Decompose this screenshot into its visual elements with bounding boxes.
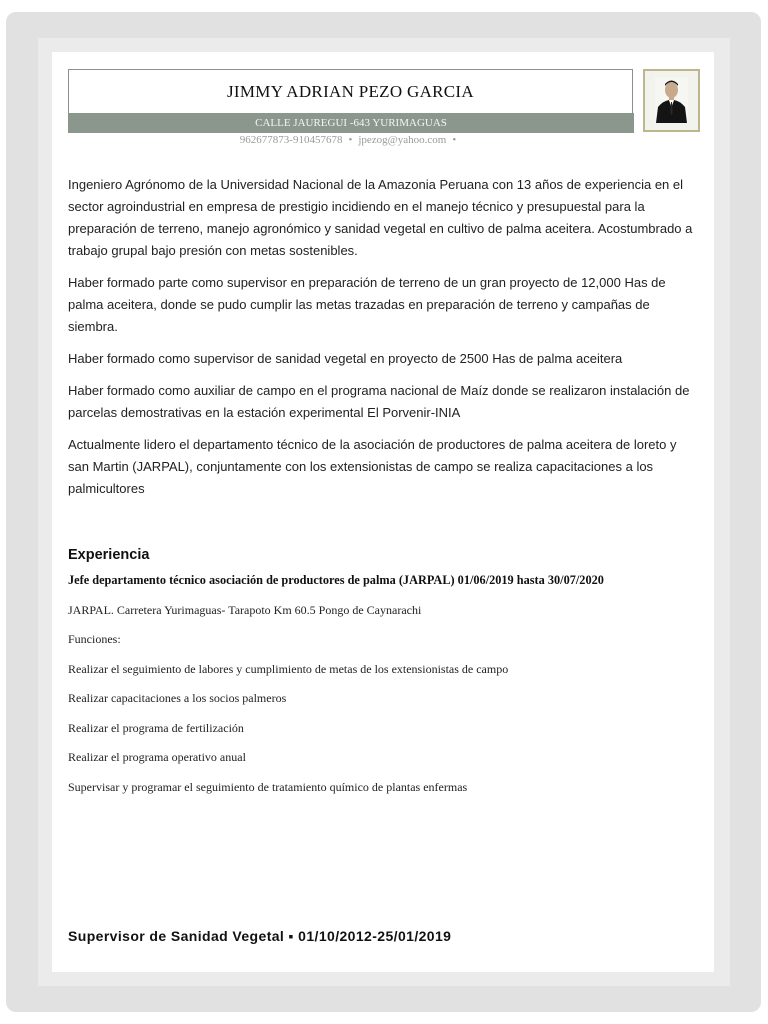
contact-separator: •: [452, 134, 457, 146]
candidate-name: JIMMY ADRIAN PEZO GARCIA: [227, 82, 474, 101]
function-item: Realizar el programa operativo anual: [68, 750, 246, 764]
phone-numbers: 962677873-910457678: [239, 134, 343, 146]
function-item: Realizar el seguimiento de labores y cumplimiento de metas de los extensionistas de campo: [68, 662, 509, 676]
profile-photo: [643, 69, 700, 132]
summary-paragraph: Actualmente lidero el departamento técnico de la asociación de productores de palma aceitera de loreto y san Martin (JARPAL), conjuntamente con los extensionistas de campo se realiza capacitaciones a los palmicultores: [68, 437, 677, 496]
summary-paragraph: Ingeniero Agrónomo de la Universidad Nacional de la Amazonia Peruana con 13 años de experiencia en el sector agroindustrial en empresa de prestigio incidiendo en el manejo técnico y presupuestal para la preparación de terreno, manejo agronómico y sanidad vegetal en cultivo de palma aceitera. Acostumbrado a trabajo grupal bajo presión con metas sostenibles.: [68, 177, 693, 258]
function-item: Realizar capacitaciones a los socios palmeros: [68, 691, 287, 705]
summary-paragraph: Haber formado como auxiliar de campo en el programa nacional de Maíz donde se realizaron instalación de parcelas demostrativas en la estación experimental El Porvenir-INIA: [68, 383, 690, 420]
email-address: jpezog@yahoo.com: [358, 134, 447, 146]
job-title: Jefe departamento técnico asociación de productores de palma (JARPAL) 01/06/2019 hasta 30/07/2020: [68, 573, 604, 587]
name-header-box: [68, 69, 633, 113]
address-bar: CALLE JAUREGUI -643 YURIMAGUAS: [68, 113, 634, 133]
contact-line: [68, 134, 634, 146]
function-item: Supervisar y programar el seguimiento de tratamiento químico de plantas enfermas: [68, 780, 468, 794]
summary-paragraph: Haber formado como supervisor de sanidad vegetal en proyecto de 2500 Has de palma aceitera: [68, 351, 623, 366]
person-photo-icon: [655, 77, 688, 123]
job-title: Supervisor de Sanidad Vegetal ▪ 01/10/2012-25/01/2019: [68, 928, 452, 944]
experience-heading: Experiencia: [68, 547, 150, 563]
professional-summary: [68, 174, 700, 510]
contact-separator: •: [348, 134, 353, 146]
job-location: JARPAL. Carretera Yurimaguas- Tarapoto Km 60.5 Pongo de Caynarachi: [68, 603, 422, 617]
function-item: Realizar el programa de fertilización: [68, 721, 244, 735]
functions-label: Funciones:: [68, 632, 121, 646]
summary-paragraph: Haber formado parte como supervisor en preparación de terreno de un gran proyecto de 12,000 Has de palma aceitera, donde se pudo cumplir las metas trazadas en preparación de terreno y campañas de siembra.: [68, 275, 666, 334]
